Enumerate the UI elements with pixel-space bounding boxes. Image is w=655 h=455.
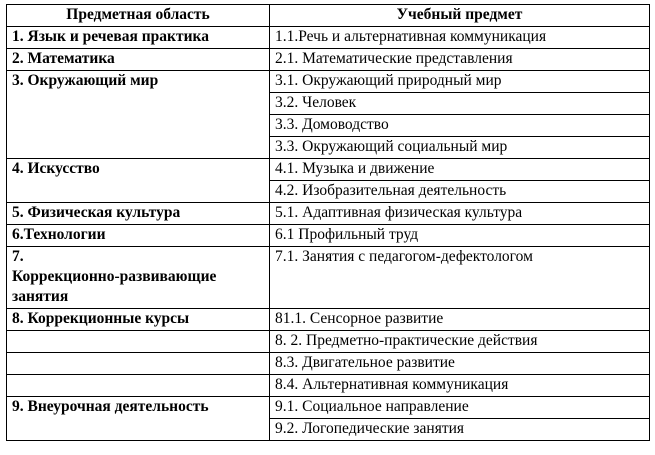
header-subject: Учебный предмет <box>270 5 650 27</box>
subject-cell: 81.1. Сенсорное развитие <box>270 309 650 331</box>
subject-cell: 2.1. Математические представления <box>270 49 650 71</box>
subject-area-cell: 4. Искусство <box>7 159 270 203</box>
header-subject-area: Предметная область <box>7 5 270 27</box>
table-row <box>7 309 650 331</box>
empty-area-cell <box>7 331 270 353</box>
subject-cell: 3.1. Окружающий природный мир <box>270 71 650 93</box>
empty-area-cell <box>7 375 270 397</box>
subject-cell: 9.1. Социальное направление <box>270 397 650 419</box>
subject-area-cell: 2. Математика <box>7 49 270 71</box>
subject-cell: 5.1. Адаптивная физическая культура <box>270 203 650 225</box>
table-row <box>7 247 650 309</box>
subject-cell: 4.2. Изобразительная деятельность <box>270 181 650 203</box>
area-line: занятия <box>12 288 69 305</box>
area-line: 7. <box>12 248 24 265</box>
table-row <box>7 331 650 353</box>
subject-area-cell <box>7 247 270 309</box>
subject-cell: 8.4. Альтернативная коммуникация <box>270 375 650 397</box>
table-row <box>7 49 650 71</box>
subject-area-cell: 9. Внеурочная деятельность <box>7 397 270 441</box>
table-row <box>7 397 650 419</box>
table-header <box>7 5 650 27</box>
subject-area-cell: 6.Технологии <box>7 225 270 247</box>
subject-area-cell: 8. Коррекционные курсы <box>7 309 270 331</box>
subject-cell: 3.3. Окружающий социальный мир <box>270 137 650 159</box>
subject-cell: 1.1.Речь и альтернативная коммуникация <box>270 27 650 49</box>
subject-area-cell: 3. Окружающий мир <box>7 71 270 159</box>
subject-cell: 3.2. Человек <box>270 93 650 115</box>
table-row <box>7 71 650 93</box>
table-row <box>7 159 650 181</box>
area-line: Коррекционно-развивающие <box>12 268 217 285</box>
subject-cell: 8.3. Двигательное развитие <box>270 353 650 375</box>
subject-cell: 6.1 Профильный труд <box>270 225 650 247</box>
subject-cell: 3.3. Домоводство <box>270 115 650 137</box>
table-body <box>7 27 650 441</box>
subject-area-cell: 5. Физическая культура <box>7 203 270 225</box>
table-row <box>7 225 650 247</box>
table-row <box>7 27 650 49</box>
subject-cell: 7.1. Занятия с педагогом-дефектологом <box>270 247 650 309</box>
table-row <box>7 203 650 225</box>
subject-area-cell: 1. Язык и речевая практика <box>7 27 270 49</box>
subject-cell: 4.1. Музыка и движение <box>270 159 650 181</box>
subject-cell: 9.2. Логопедические занятия <box>270 419 650 441</box>
subject-cell: 8. 2. Предметно-практические действия <box>270 331 650 353</box>
header-row <box>7 5 650 27</box>
empty-area-cell <box>7 353 270 375</box>
curriculum-table <box>6 4 650 441</box>
table-row <box>7 353 650 375</box>
table-row <box>7 375 650 397</box>
